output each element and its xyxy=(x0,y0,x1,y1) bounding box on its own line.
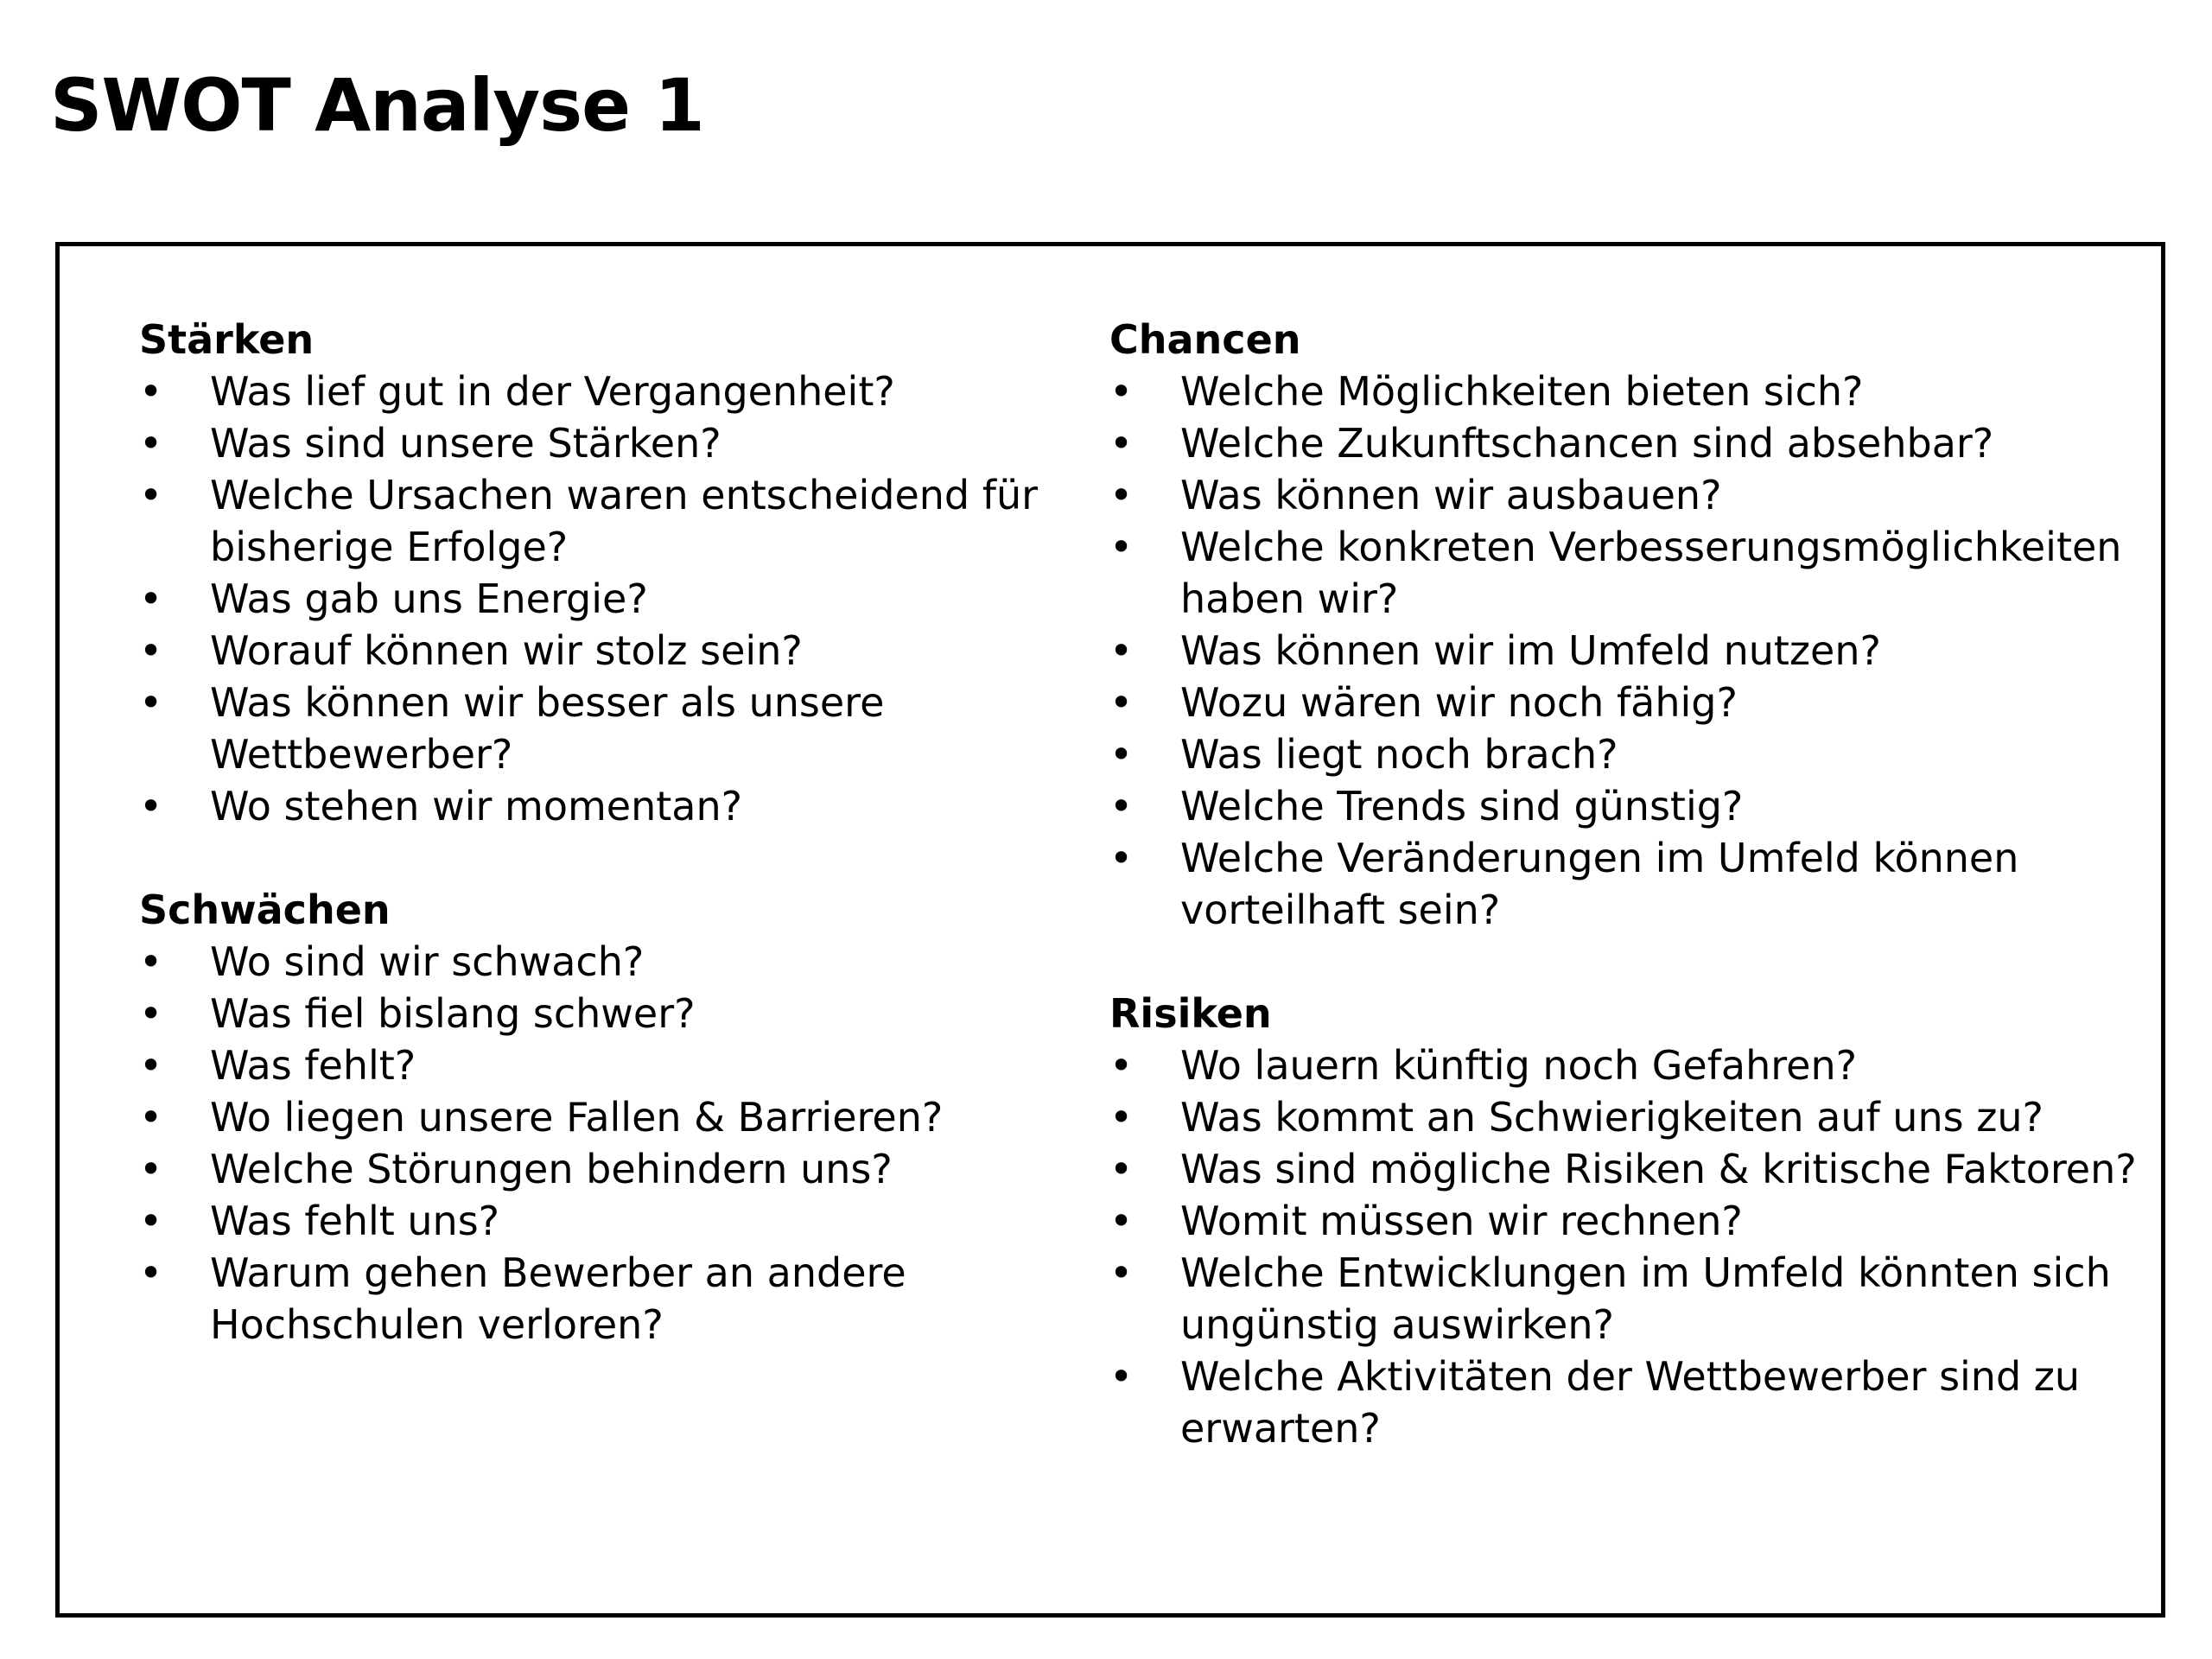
list-item-text: Was fiel bislang schwer? xyxy=(210,990,696,1037)
bullet-icon: • xyxy=(139,990,163,1037)
list-item xyxy=(139,1143,1038,1195)
list-item xyxy=(139,417,1038,469)
list-item xyxy=(139,677,1038,780)
list-item-text: Was sind unsere Stärken? xyxy=(210,420,721,467)
page-title: SWOT Analyse 1 xyxy=(50,63,704,148)
list-item-text: Was sind mögliche Risiken & kritische Faktoren? xyxy=(1180,1146,2137,1192)
bullet-icon: • xyxy=(139,575,163,622)
bullet-icon: • xyxy=(139,1042,163,1089)
list-item-text: Welche Zukunftschancen sind absehbar? xyxy=(1180,420,1994,467)
list-item-text: Warum gehen Bewerber an andere Hochschulen verloren? xyxy=(210,1249,906,1348)
list-item-text: Wozu wären wir noch fähig? xyxy=(1180,679,1738,726)
threats-heading: Risiken xyxy=(1109,990,1272,1037)
list-item-text: Wo liegen unsere Fallen & Barrieren? xyxy=(210,1094,944,1141)
section-weaknesses xyxy=(139,884,1038,1351)
list-item-text: Was kommt an Schwierigkeiten auf uns zu? xyxy=(1180,1094,2044,1141)
bullet-icon: • xyxy=(1109,1094,1134,1141)
list-item xyxy=(1109,1195,2146,1247)
list-item xyxy=(1109,521,2146,625)
list-item-text: Was gab uns Energie? xyxy=(210,575,648,622)
list-item-text: Welche konkreten Verbesserungsmöglichkeiten haben wir? xyxy=(1180,524,2122,622)
bullet-icon: • xyxy=(1109,368,1134,415)
bullet-icon: • xyxy=(139,1094,163,1141)
right-column xyxy=(1109,314,2146,1506)
bullet-icon: • xyxy=(1109,627,1134,674)
bullet-icon: • xyxy=(139,938,163,985)
swot-frame xyxy=(55,242,2165,1618)
list-item xyxy=(139,988,1038,1039)
bullet-icon: • xyxy=(1109,1146,1134,1192)
bullet-icon: • xyxy=(139,1198,163,1244)
list-item xyxy=(139,1039,1038,1091)
bullet-icon: • xyxy=(1109,679,1134,726)
list-item-text: Was fehlt uns? xyxy=(210,1198,500,1244)
list-item xyxy=(1109,469,2146,521)
list-item-text: Was fehlt? xyxy=(210,1042,416,1089)
list-item-text: Wo stehen wir momentan? xyxy=(210,783,743,830)
left-column xyxy=(139,314,1038,1402)
list-item-text: Welche Aktivitäten der Wettbewerber sind zu erwarten? xyxy=(1180,1353,2081,1452)
list-item xyxy=(139,936,1038,988)
list-item xyxy=(139,1091,1038,1143)
list-item-text: Welche Störungen behindern uns? xyxy=(210,1146,893,1192)
list-item-text: Was können wir im Umfeld nutzen? xyxy=(1180,627,1881,674)
weaknesses-list xyxy=(139,936,1038,1351)
bullet-icon: • xyxy=(1109,1249,1134,1296)
bullet-icon: • xyxy=(1109,472,1134,518)
bullet-icon: • xyxy=(1109,731,1134,778)
list-item xyxy=(1109,1247,2146,1351)
bullet-icon: • xyxy=(1109,420,1134,467)
bullet-icon: • xyxy=(139,472,163,518)
list-item-text: Was liegt noch brach? xyxy=(1180,731,1618,778)
list-item-text: Was können wir besser als unsere Wettbewerber? xyxy=(210,679,885,778)
opportunities-heading: Chancen xyxy=(1109,316,1301,363)
list-item-text: Wo lauern künftig noch Gefahren? xyxy=(1180,1042,1858,1089)
list-item xyxy=(1109,728,2146,780)
bullet-icon: • xyxy=(1109,835,1134,881)
section-opportunities xyxy=(1109,314,2146,936)
list-item xyxy=(139,625,1038,677)
bullet-icon: • xyxy=(1109,1353,1134,1400)
list-item xyxy=(1109,625,2146,677)
list-item-text: Welche Möglichkeiten bieten sich? xyxy=(1180,368,1864,415)
list-item-text: Welche Trends sind günstig? xyxy=(1180,783,1744,830)
bullet-icon: • xyxy=(139,627,163,674)
list-item xyxy=(1109,365,2146,417)
list-item xyxy=(1109,417,2146,469)
list-item xyxy=(1109,1143,2146,1195)
strengths-heading: Stärken xyxy=(139,316,315,363)
list-item xyxy=(139,573,1038,625)
list-item xyxy=(139,365,1038,417)
list-item-text: Womit müssen wir rechnen? xyxy=(1180,1198,1743,1244)
bullet-icon: • xyxy=(1109,1198,1134,1244)
bullet-icon: • xyxy=(139,1146,163,1192)
section-threats xyxy=(1109,988,2146,1454)
bullet-icon: • xyxy=(1109,524,1134,570)
list-item-text: Welche Entwicklungen im Umfeld könnten sich ungünstig auswirken? xyxy=(1180,1249,2111,1348)
list-item-text: Welche Veränderungen im Umfeld können vorteilhaft sein? xyxy=(1180,835,2019,933)
list-item xyxy=(139,1195,1038,1247)
list-item-text: Was können wir ausbauen? xyxy=(1180,472,1722,518)
list-item xyxy=(139,469,1038,573)
bullet-icon: • xyxy=(139,368,163,415)
list-item-text: Was lief gut in der Vergangenheit? xyxy=(210,368,895,415)
weaknesses-heading: Schwächen xyxy=(139,887,391,933)
threats-list xyxy=(1109,1039,2146,1454)
strengths-list xyxy=(139,365,1038,832)
bullet-icon: • xyxy=(1109,1042,1134,1089)
list-item xyxy=(139,780,1038,832)
bullet-icon: • xyxy=(139,420,163,467)
list-item-text: Welche Ursachen waren entscheidend für bisherige Erfolge? xyxy=(210,472,1039,570)
bullet-icon: • xyxy=(139,679,163,726)
opportunities-list xyxy=(1109,365,2146,936)
bullet-icon: • xyxy=(1109,783,1134,830)
list-item xyxy=(139,1247,1038,1351)
list-item xyxy=(1109,832,2146,936)
list-item xyxy=(1109,677,2146,728)
section-strengths xyxy=(139,314,1038,832)
list-item xyxy=(1109,1091,2146,1143)
bullet-icon: • xyxy=(139,1249,163,1296)
list-item-text: Wo sind wir schwach? xyxy=(210,938,645,985)
list-item-text: Worauf können wir stolz sein? xyxy=(210,627,803,674)
bullet-icon: • xyxy=(139,783,163,830)
list-item xyxy=(1109,780,2146,832)
list-item xyxy=(1109,1351,2146,1454)
list-item xyxy=(1109,1039,2146,1091)
